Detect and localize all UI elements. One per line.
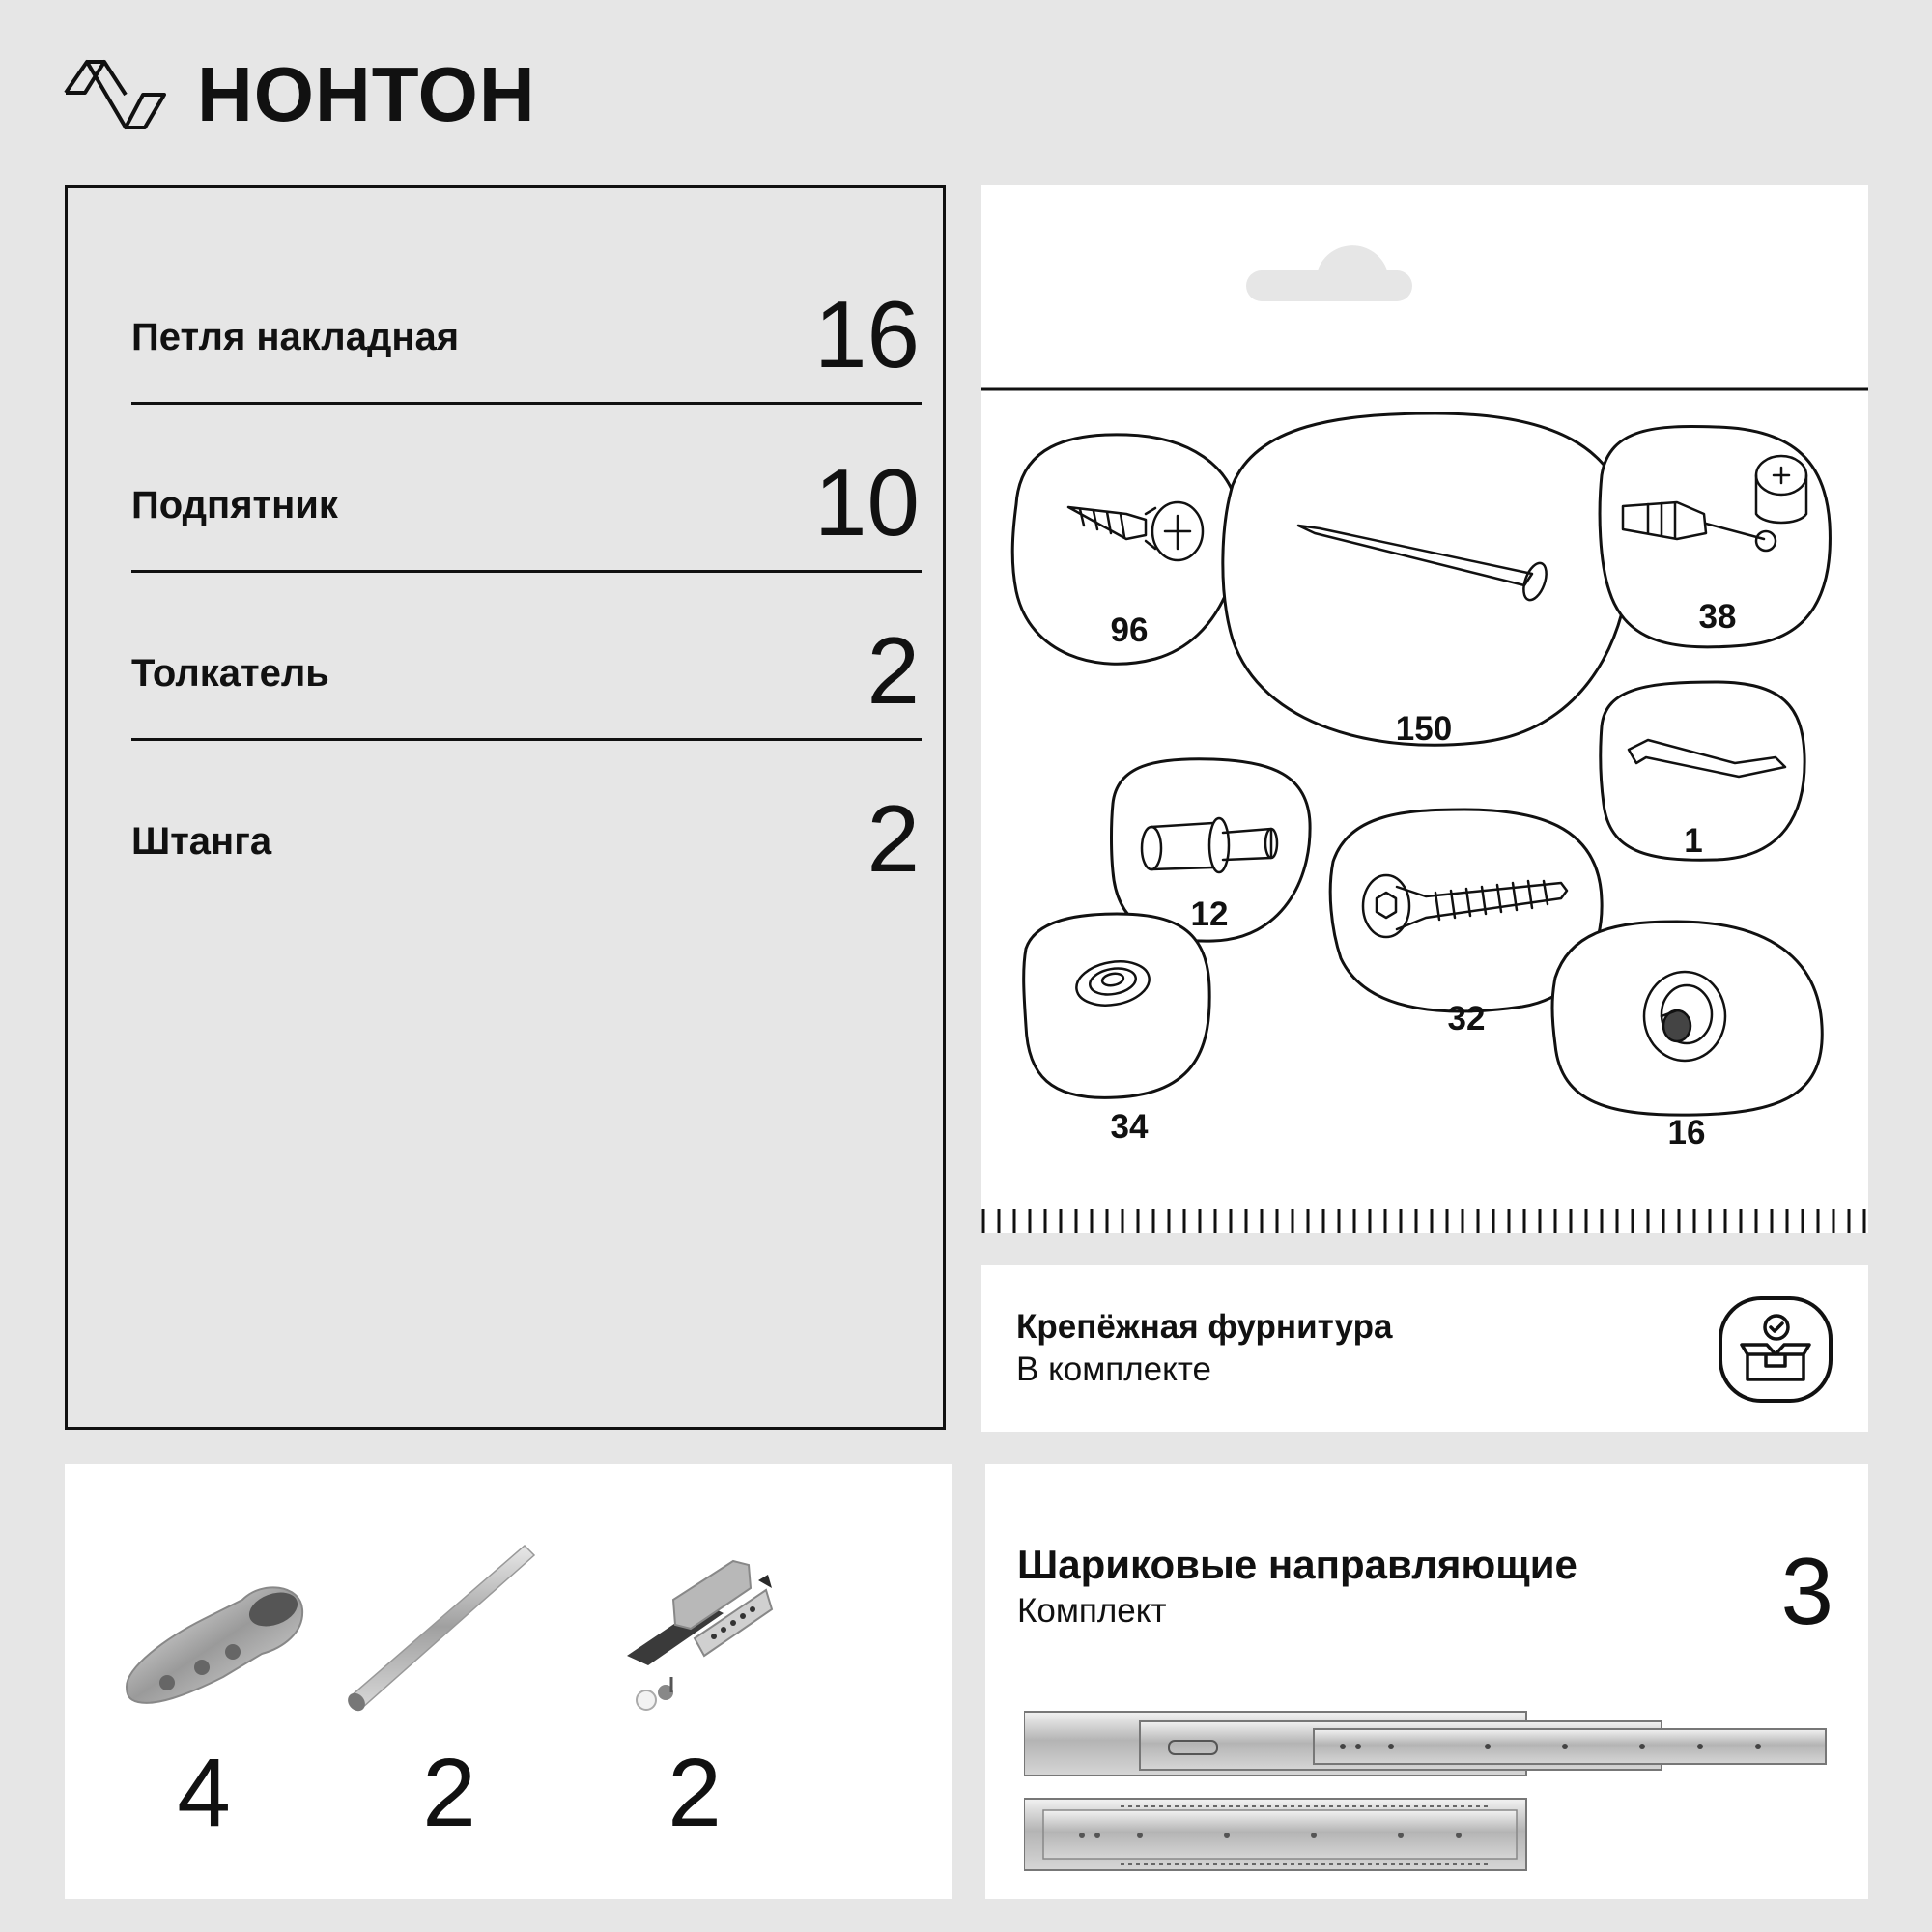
slides-title: Шариковые направляющие <box>1017 1542 1577 1587</box>
washer-bubble <box>1024 914 1209 1097</box>
bag-count: 32 <box>1447 1000 1486 1037</box>
bag-count: 16 <box>1667 1114 1706 1151</box>
bag-zipper <box>983 1209 1864 1233</box>
fasteners-subtitle: В комплекте <box>1016 1350 1211 1388</box>
ball-slides-icon <box>1024 1683 1835 1876</box>
accessory-count: 2 <box>668 1739 722 1847</box>
item-count: 2 <box>867 785 920 892</box>
hardware-bag <box>981 185 1868 1233</box>
push-latch-icon <box>569 1532 820 1725</box>
fasteners-card <box>981 1265 1868 1432</box>
list-item <box>131 237 922 405</box>
bag-count: 12 <box>1190 895 1229 933</box>
slides-count: 3 <box>1780 1538 1833 1644</box>
rod-icon <box>324 1532 575 1725</box>
item-count: 16 <box>813 281 920 387</box>
list-item <box>131 573 922 741</box>
nail-bubble <box>1223 413 1631 745</box>
brand-name: НОНТОН <box>197 51 536 137</box>
accessory-item <box>324 1464 575 1899</box>
item-count: 2 <box>867 617 920 724</box>
item-label: Петля накладная <box>131 316 460 358</box>
list-item <box>131 741 922 909</box>
item-label: Толкатель <box>131 652 329 695</box>
list-item <box>131 405 922 573</box>
brand-logo-icon <box>64 56 168 133</box>
bag-count: 34 <box>1110 1108 1149 1146</box>
item-label: Подпятник <box>131 484 338 526</box>
item-count: 10 <box>813 449 920 555</box>
components-list <box>65 185 946 1430</box>
rod-holder-icon <box>78 1532 329 1725</box>
accessories-card <box>65 1464 952 1899</box>
bag-count: 96 <box>1110 611 1149 649</box>
fasteners-title: Крепёжная фурнитура <box>1016 1308 1393 1346</box>
bag-hang-tab <box>1246 245 1412 301</box>
accessory-count: 2 <box>422 1739 476 1847</box>
accessory-item <box>78 1464 329 1899</box>
bag-count: 150 <box>1395 710 1453 748</box>
item-label: Штанга <box>131 820 272 863</box>
bag-count: 1 <box>1684 822 1703 860</box>
slides-subtitle: Комплект <box>1017 1592 1167 1630</box>
bag-count: 38 <box>1698 598 1737 636</box>
accessory-item <box>569 1464 820 1899</box>
accessory-count: 4 <box>177 1739 231 1847</box>
ball-slides-card <box>985 1464 1868 1899</box>
box-check-icon <box>1719 1296 1833 1403</box>
